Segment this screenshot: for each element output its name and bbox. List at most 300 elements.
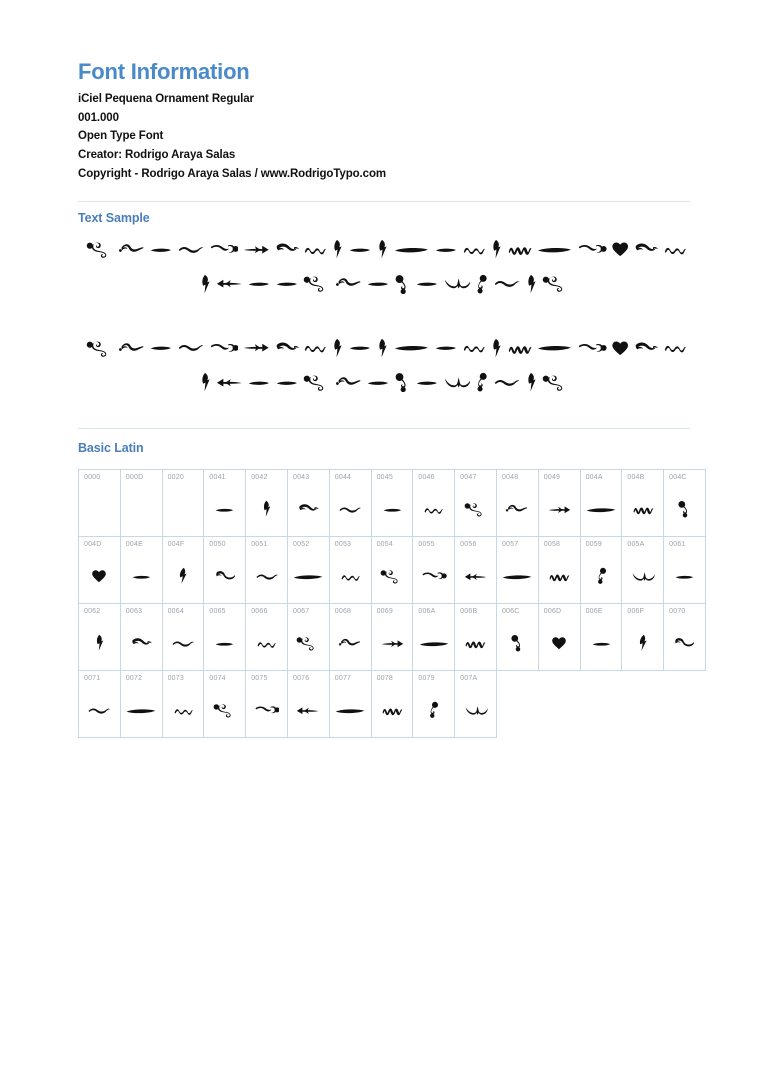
glyph-cell[interactable] [413, 671, 455, 738]
glyph-code-label: 0062 [84, 608, 101, 616]
glyph-code-label: 0050 [209, 541, 226, 549]
dash-short-ornament-icon [275, 277, 299, 290]
glyph-cell-inner [163, 604, 204, 670]
glyph-cell[interactable] [371, 537, 413, 604]
glyph-cell[interactable] [538, 537, 580, 604]
swirl-loop-ornament-icon [86, 240, 114, 258]
leaf-tick-ornament-icon [261, 500, 272, 518]
glyph-table-row [79, 671, 706, 738]
glyph-cell[interactable] [538, 604, 580, 671]
glyph-cell[interactable] [120, 604, 162, 671]
glyph-cell[interactable] [455, 470, 497, 537]
dash-short-ornament-icon [247, 376, 271, 389]
hook-swoop-ornament-icon [673, 636, 695, 650]
glyph-preview [455, 559, 496, 593]
glyph-code-label: 0077 [334, 675, 352, 683]
glyph-code-label: 0020 [167, 474, 184, 482]
glyph-code-label: 0047 [460, 474, 477, 482]
glyph-cell[interactable] [287, 470, 329, 537]
glyph-cell[interactable] [204, 470, 246, 537]
glyph-cell[interactable] [246, 604, 288, 671]
glyph-code-label: 004E [125, 541, 143, 549]
squiggle-small-ornament-icon [256, 638, 277, 649]
glyph-preview [163, 693, 204, 727]
glyph-cell[interactable] [287, 604, 329, 671]
glyph-cell[interactable] [371, 604, 413, 671]
section-heading-basic-latin: Basic Latin [78, 441, 144, 456]
glyph-cell-inner [288, 604, 329, 670]
squiggle-wide-ornament-icon [464, 637, 486, 650]
glyph-preview [455, 693, 496, 727]
curl-dot-ornament-icon [510, 634, 524, 652]
glyph-cell[interactable] [580, 604, 622, 671]
text-sample-line [84, 239, 684, 259]
glyph-code-label: 0076 [292, 675, 310, 683]
glyph-preview [664, 492, 705, 526]
glyph-cell-inner [121, 671, 162, 737]
glyph-cell-inner [204, 671, 245, 737]
glyph-preview [79, 559, 120, 593]
wave-swell-ornament-icon [177, 243, 205, 256]
glyph-cell-inner [204, 604, 245, 670]
glyph-preview [163, 492, 204, 526]
glyph-code-label: 0046 [418, 474, 435, 482]
glyph-code-label: 0068 [334, 608, 352, 616]
font-info-line: 001.000 [78, 111, 119, 124]
glyph-cell-empty [622, 671, 664, 738]
glyph-cell-inner [204, 470, 245, 536]
flourish-hook-ornament-icon [505, 502, 529, 516]
font-info-list [78, 90, 690, 183]
squiggle-small-ornament-icon [423, 504, 444, 515]
glyph-code-label: 0072 [125, 675, 143, 683]
dash-short-ornament-icon [214, 504, 235, 515]
glyph-preview [330, 626, 371, 660]
dash-long-ornament-icon [334, 705, 366, 716]
loop-knot-ornament-icon [577, 340, 606, 357]
curl-hook-ornament-icon [633, 241, 659, 258]
squiggle-small-ornament-icon [340, 571, 361, 582]
glyph-cell[interactable] [246, 470, 288, 537]
glyph-preview [455, 492, 496, 526]
glyph-cell-inner [622, 604, 663, 670]
glyph-preview [330, 492, 371, 526]
glyph-cell-inner [664, 604, 705, 670]
curl-dot-ornament-icon [677, 500, 691, 518]
leaf-tick-ornament-icon [490, 239, 503, 259]
glyph-cell-inner [246, 604, 287, 670]
glyph-preview [330, 693, 371, 727]
dash-long-ornament-icon [501, 571, 533, 582]
flourish-hook-ornament-icon [335, 275, 363, 292]
flourish-hook-ornament-icon [335, 374, 363, 391]
glyph-code-label: 0041 [209, 474, 226, 482]
glyph-code-label: 0066 [251, 608, 268, 616]
dash-long-ornament-icon [536, 243, 573, 256]
heart-ornament-icon [611, 340, 629, 357]
glyph-cell-inner [413, 604, 454, 670]
glyph-cell[interactable] [329, 537, 371, 604]
glyph-preview [413, 626, 454, 660]
glyph-cell[interactable] [79, 537, 121, 604]
glyph-cell[interactable] [413, 470, 455, 537]
dash-short-ornament-icon [149, 243, 173, 256]
glyph-cell-inner [246, 671, 287, 737]
dash-long-ornament-icon [393, 341, 430, 354]
glyph-code-label: 004D [84, 541, 102, 549]
glyph-preview [121, 693, 162, 727]
glyph-cell-inner [455, 537, 496, 603]
glyph-cell-inner [163, 470, 204, 536]
glyph-preview [372, 626, 413, 660]
glyph-cell-inner [121, 604, 162, 670]
glyph-table-row [79, 470, 706, 537]
glyph-cell-empty [496, 671, 538, 738]
dash-short-ornament-icon [348, 341, 372, 354]
glyph-cell[interactable] [204, 604, 246, 671]
glyph-cell[interactable] [664, 604, 706, 671]
font-info-line: iCiel Pequena Ornament Regular [78, 93, 254, 106]
glyph-code-label: 006A [418, 608, 436, 616]
glyph-code-label: 000D [125, 474, 144, 482]
glyph-code-label: 0042 [251, 474, 268, 482]
glyph-preview [121, 626, 162, 660]
arrow-left-ornament-icon [216, 277, 244, 290]
glyph-preview [622, 492, 663, 526]
glyph-table-body [79, 470, 706, 738]
glyph-cell[interactable] [622, 537, 664, 604]
leaf-tick-ornament-icon [525, 372, 538, 392]
glyph-code-label: 006C [501, 608, 520, 616]
glyph-cell-inner [79, 604, 120, 670]
dash-short-ornament-icon [415, 376, 439, 389]
glyph-code-label: 0071 [84, 675, 101, 683]
dash-short-ornament-icon [247, 277, 271, 290]
glyph-cell[interactable] [79, 470, 121, 537]
glyph-code-label: 0058 [543, 541, 561, 549]
dash-long-ornament-icon [292, 571, 324, 582]
swirl-loop-ornament-icon [464, 501, 488, 517]
glyph-preview [121, 492, 162, 526]
text-sample-line [84, 372, 684, 392]
glyph-preview [79, 626, 120, 660]
squiggle-small-ornament-icon [303, 341, 327, 354]
glyph-code-label: 0078 [376, 675, 393, 683]
glyph-cell-inner [413, 671, 454, 737]
glyph-code-label: 0045 [376, 474, 393, 482]
glyph-cell-inner [497, 537, 538, 603]
curl-dot-ornament-icon [394, 372, 411, 392]
wave-swell-ornament-icon [255, 571, 279, 582]
glyph-cell[interactable] [120, 470, 162, 537]
leaf-tick-ornament-icon [331, 239, 344, 259]
glyph-cell-inner [539, 470, 580, 536]
glyph-cell-inner [622, 537, 663, 603]
glyph-cell[interactable] [287, 537, 329, 604]
flourish-hook-ornament-icon [118, 241, 146, 258]
glyph-cell[interactable] [664, 470, 706, 537]
leaf-tick-ornament-icon [94, 634, 105, 652]
curl-hook-ornament-icon [633, 340, 659, 357]
glyph-cell[interactable] [538, 470, 580, 537]
flourish-hook-ornament-icon [118, 340, 146, 357]
glyph-cell-inner [79, 671, 120, 737]
curl-hook-ornament-icon [297, 502, 319, 516]
glyph-code-label: 0055 [418, 541, 435, 549]
glyph-cell[interactable] [246, 671, 288, 738]
glyph-code-label: 0063 [125, 608, 143, 616]
glyph-preview [246, 693, 287, 727]
glyph-cell-empty [580, 671, 622, 738]
glyph-cell[interactable] [162, 470, 204, 537]
swirl-loop-ornament-icon [213, 702, 237, 718]
glyph-cell-inner [204, 537, 245, 603]
glyph-code-label: 0000 [84, 474, 101, 482]
loop-knot-ornament-icon [209, 241, 238, 258]
text-sample-line [84, 274, 684, 294]
glyph-cell[interactable] [664, 537, 706, 604]
glyph-cell-inner [539, 537, 580, 603]
glyph-preview [330, 559, 371, 593]
leaf-tick-ornament-icon [331, 338, 344, 358]
glyph-preview [246, 559, 287, 593]
wave-swell-ornament-icon [493, 277, 521, 290]
swirl-loop-ornament-icon [303, 373, 331, 391]
leaf-tick-ornament-icon [376, 239, 389, 259]
glyph-cell[interactable] [622, 604, 664, 671]
dash-short-ornament-icon [366, 277, 390, 290]
glyph-preview [497, 626, 538, 660]
glyph-cell[interactable] [287, 671, 329, 738]
glyph-cell[interactable] [622, 470, 664, 537]
glyph-code-label: 0053 [334, 541, 352, 549]
glyph-cell[interactable] [162, 537, 204, 604]
glyph-cell[interactable] [162, 604, 204, 671]
swoop-cup-ornament-icon [464, 704, 488, 717]
glyph-table-row [79, 604, 706, 671]
arrow-double-right-ornament-icon [242, 243, 270, 256]
glyph-cell-inner [246, 537, 287, 603]
glyph-cell-inner [246, 470, 287, 536]
arrow-double-right-ornament-icon [380, 638, 404, 649]
glyph-cell[interactable] [204, 537, 246, 604]
glyph-preview [204, 693, 245, 727]
glyph-preview [539, 559, 580, 593]
bolt-ornament-icon [637, 634, 648, 652]
glyph-cell-inner [121, 470, 162, 536]
glyph-cell-inner [497, 470, 538, 536]
wave-swell-ornament-icon [338, 504, 362, 515]
leaf-tick-ornament-icon [525, 274, 538, 294]
glyph-code-label: 0074 [209, 675, 226, 683]
glyph-code-label: 0057 [501, 541, 519, 549]
squiggle-small-ornament-icon [462, 341, 486, 354]
glyph-code-label: 0049 [543, 474, 561, 482]
heart-ornament-icon [551, 636, 567, 650]
glyph-cell[interactable] [496, 470, 538, 537]
leaf-tick-ornament-icon [199, 372, 212, 392]
glyph-cell[interactable] [79, 671, 121, 738]
glyph-table-row [79, 537, 706, 604]
section-text-sample [78, 201, 690, 392]
glyph-preview [288, 626, 329, 660]
text-sample-block [78, 338, 690, 392]
squiggle-small-ornament-icon [663, 243, 687, 256]
glyph-code-label: 0061 [669, 541, 686, 549]
glyph-cell[interactable] [580, 537, 622, 604]
glyph-code-label: 0043 [292, 474, 310, 482]
squiggle-wide-ornament-icon [507, 242, 533, 257]
glyph-preview [204, 626, 245, 660]
glyph-preview [539, 492, 580, 526]
squiggle-small-ornament-icon [663, 341, 687, 354]
squiggle-small-ornament-icon [173, 705, 194, 716]
glyph-cell[interactable] [413, 537, 455, 604]
glyph-preview [581, 559, 622, 593]
glyph-cell-inner [581, 470, 622, 536]
glyph-cell[interactable] [120, 537, 162, 604]
arrow-left-ornament-icon [464, 571, 488, 582]
dash-long-ornament-icon [536, 341, 573, 354]
glyph-cell-inner [455, 671, 496, 737]
glyph-cell[interactable] [246, 537, 288, 604]
glyph-code-label: 004B [627, 474, 645, 482]
squiggle-wide-ornament-icon [632, 503, 654, 516]
glyph-preview [121, 559, 162, 593]
glyph-cell[interactable] [329, 470, 371, 537]
glyph-cell-inner [372, 537, 413, 603]
swirl-loop-ornament-icon [86, 339, 114, 357]
glyph-preview [163, 626, 204, 660]
glyph-cell[interactable] [455, 537, 497, 604]
heart-ornament-icon [91, 569, 107, 583]
glyph-code-label: 0067 [292, 608, 310, 616]
glyph-cell-inner [581, 537, 622, 603]
curl-hook-ornament-icon [274, 340, 300, 357]
glyph-code-label: 006B [460, 608, 478, 616]
font-info-line: Copyright - Rodrigo Araya Salas / www.RodrigoTypo.com [78, 167, 386, 180]
glyph-preview [79, 693, 120, 727]
dash-short-ornament-icon [674, 571, 695, 582]
glyph-preview [455, 626, 496, 660]
glyph-preview [246, 626, 287, 660]
dash-short-ornament-icon [415, 277, 439, 290]
dash-short-ornament-icon [348, 243, 372, 256]
glyph-cell-inner [79, 470, 120, 536]
glyph-cell[interactable] [329, 671, 371, 738]
loop-knot-ornament-icon [421, 569, 447, 583]
glyph-cell-inner [372, 604, 413, 670]
glyph-cell[interactable] [496, 537, 538, 604]
glyph-preview [288, 559, 329, 593]
page-title: Font Information [78, 59, 250, 84]
loop-knot-ornament-icon [209, 340, 238, 357]
glyph-cell[interactable] [371, 470, 413, 537]
swoop-cup-ornament-icon [443, 375, 471, 390]
glyph-code-label: 0048 [501, 474, 519, 482]
glyph-preview [539, 626, 580, 660]
glyph-table [78, 469, 706, 738]
font-info-line: Open Type Font [78, 130, 164, 143]
dash-short-ornament-icon [434, 341, 458, 354]
glyph-code-label: 0079 [418, 675, 435, 683]
glyph-cell[interactable] [204, 671, 246, 738]
glyph-cell[interactable] [413, 604, 455, 671]
glyph-cell[interactable] [455, 671, 497, 738]
glyph-preview [163, 559, 204, 593]
glyph-cell[interactable] [455, 604, 497, 671]
dash-long-ornament-icon [585, 504, 617, 515]
glyph-code-label: 006E [585, 608, 603, 616]
dash-short-ornament-icon [149, 341, 173, 354]
glyph-cell[interactable] [162, 671, 204, 738]
glyph-cell-inner [372, 671, 413, 737]
glyph-cell[interactable] [496, 604, 538, 671]
dash-long-ornament-icon [393, 243, 430, 256]
glyph-code-label: 0065 [209, 608, 226, 616]
squiggle-wide-ornament-icon [548, 570, 570, 583]
glyph-preview [581, 626, 622, 660]
glyph-cell[interactable] [79, 604, 121, 671]
glyph-cell-inner [163, 537, 204, 603]
glyph-cell-inner [664, 537, 705, 603]
curl-dot-ornament-icon [394, 274, 411, 294]
font-info-line: Creator: Rodrigo Araya Salas [78, 149, 236, 162]
squiggle-wide-ornament-icon [507, 341, 533, 356]
glyph-cell-inner [288, 671, 329, 737]
glyph-preview [204, 559, 245, 593]
glyph-code-label: 0056 [460, 541, 477, 549]
glyph-code-label: 004F [167, 541, 185, 549]
glyph-cell-inner [330, 671, 371, 737]
arrow-double-right-ornament-icon [547, 504, 571, 515]
glyph-preview [246, 492, 287, 526]
glyph-cell-empty [664, 671, 706, 738]
glyph-cell-inner [330, 604, 371, 670]
squiggle-small-ornament-icon [303, 243, 327, 256]
curl-dot-sm-ornament-icon [595, 567, 608, 585]
glyph-preview [622, 626, 663, 660]
glyph-cell-inner [664, 470, 705, 536]
wave-swell-ornament-icon [177, 341, 205, 354]
glyph-preview [288, 492, 329, 526]
loop-knot-ornament-icon [577, 241, 606, 258]
text-sample-blocks [78, 239, 690, 392]
glyph-cell[interactable] [371, 671, 413, 738]
dash-short-ornament-icon [275, 376, 299, 389]
glyph-cell[interactable] [580, 470, 622, 537]
glyph-cell[interactable] [120, 671, 162, 738]
swoop-cup-ornament-icon [443, 276, 471, 291]
glyph-code-label: 0044 [334, 474, 352, 482]
section-basic-latin [78, 428, 690, 738]
glyph-cell-empty [538, 671, 580, 738]
glyph-preview [372, 559, 413, 593]
glyph-code-label: 0059 [585, 541, 602, 549]
glyph-cell[interactable] [329, 604, 371, 671]
dash-short-ornament-icon [214, 638, 235, 649]
glyph-cell-inner [581, 604, 622, 670]
arrow-double-right-ornament-icon [242, 341, 270, 354]
glyph-cell-inner [413, 470, 454, 536]
dash-long-ornament-icon [418, 638, 450, 649]
glyph-cell-inner [497, 604, 538, 670]
loop-knot-ornament-icon [254, 703, 280, 717]
leaf-tick-ornament-icon [199, 274, 212, 294]
swirl-loop-ornament-icon [296, 635, 320, 651]
glyph-cell-inner [288, 537, 329, 603]
glyph-code-label: 004A [585, 474, 603, 482]
